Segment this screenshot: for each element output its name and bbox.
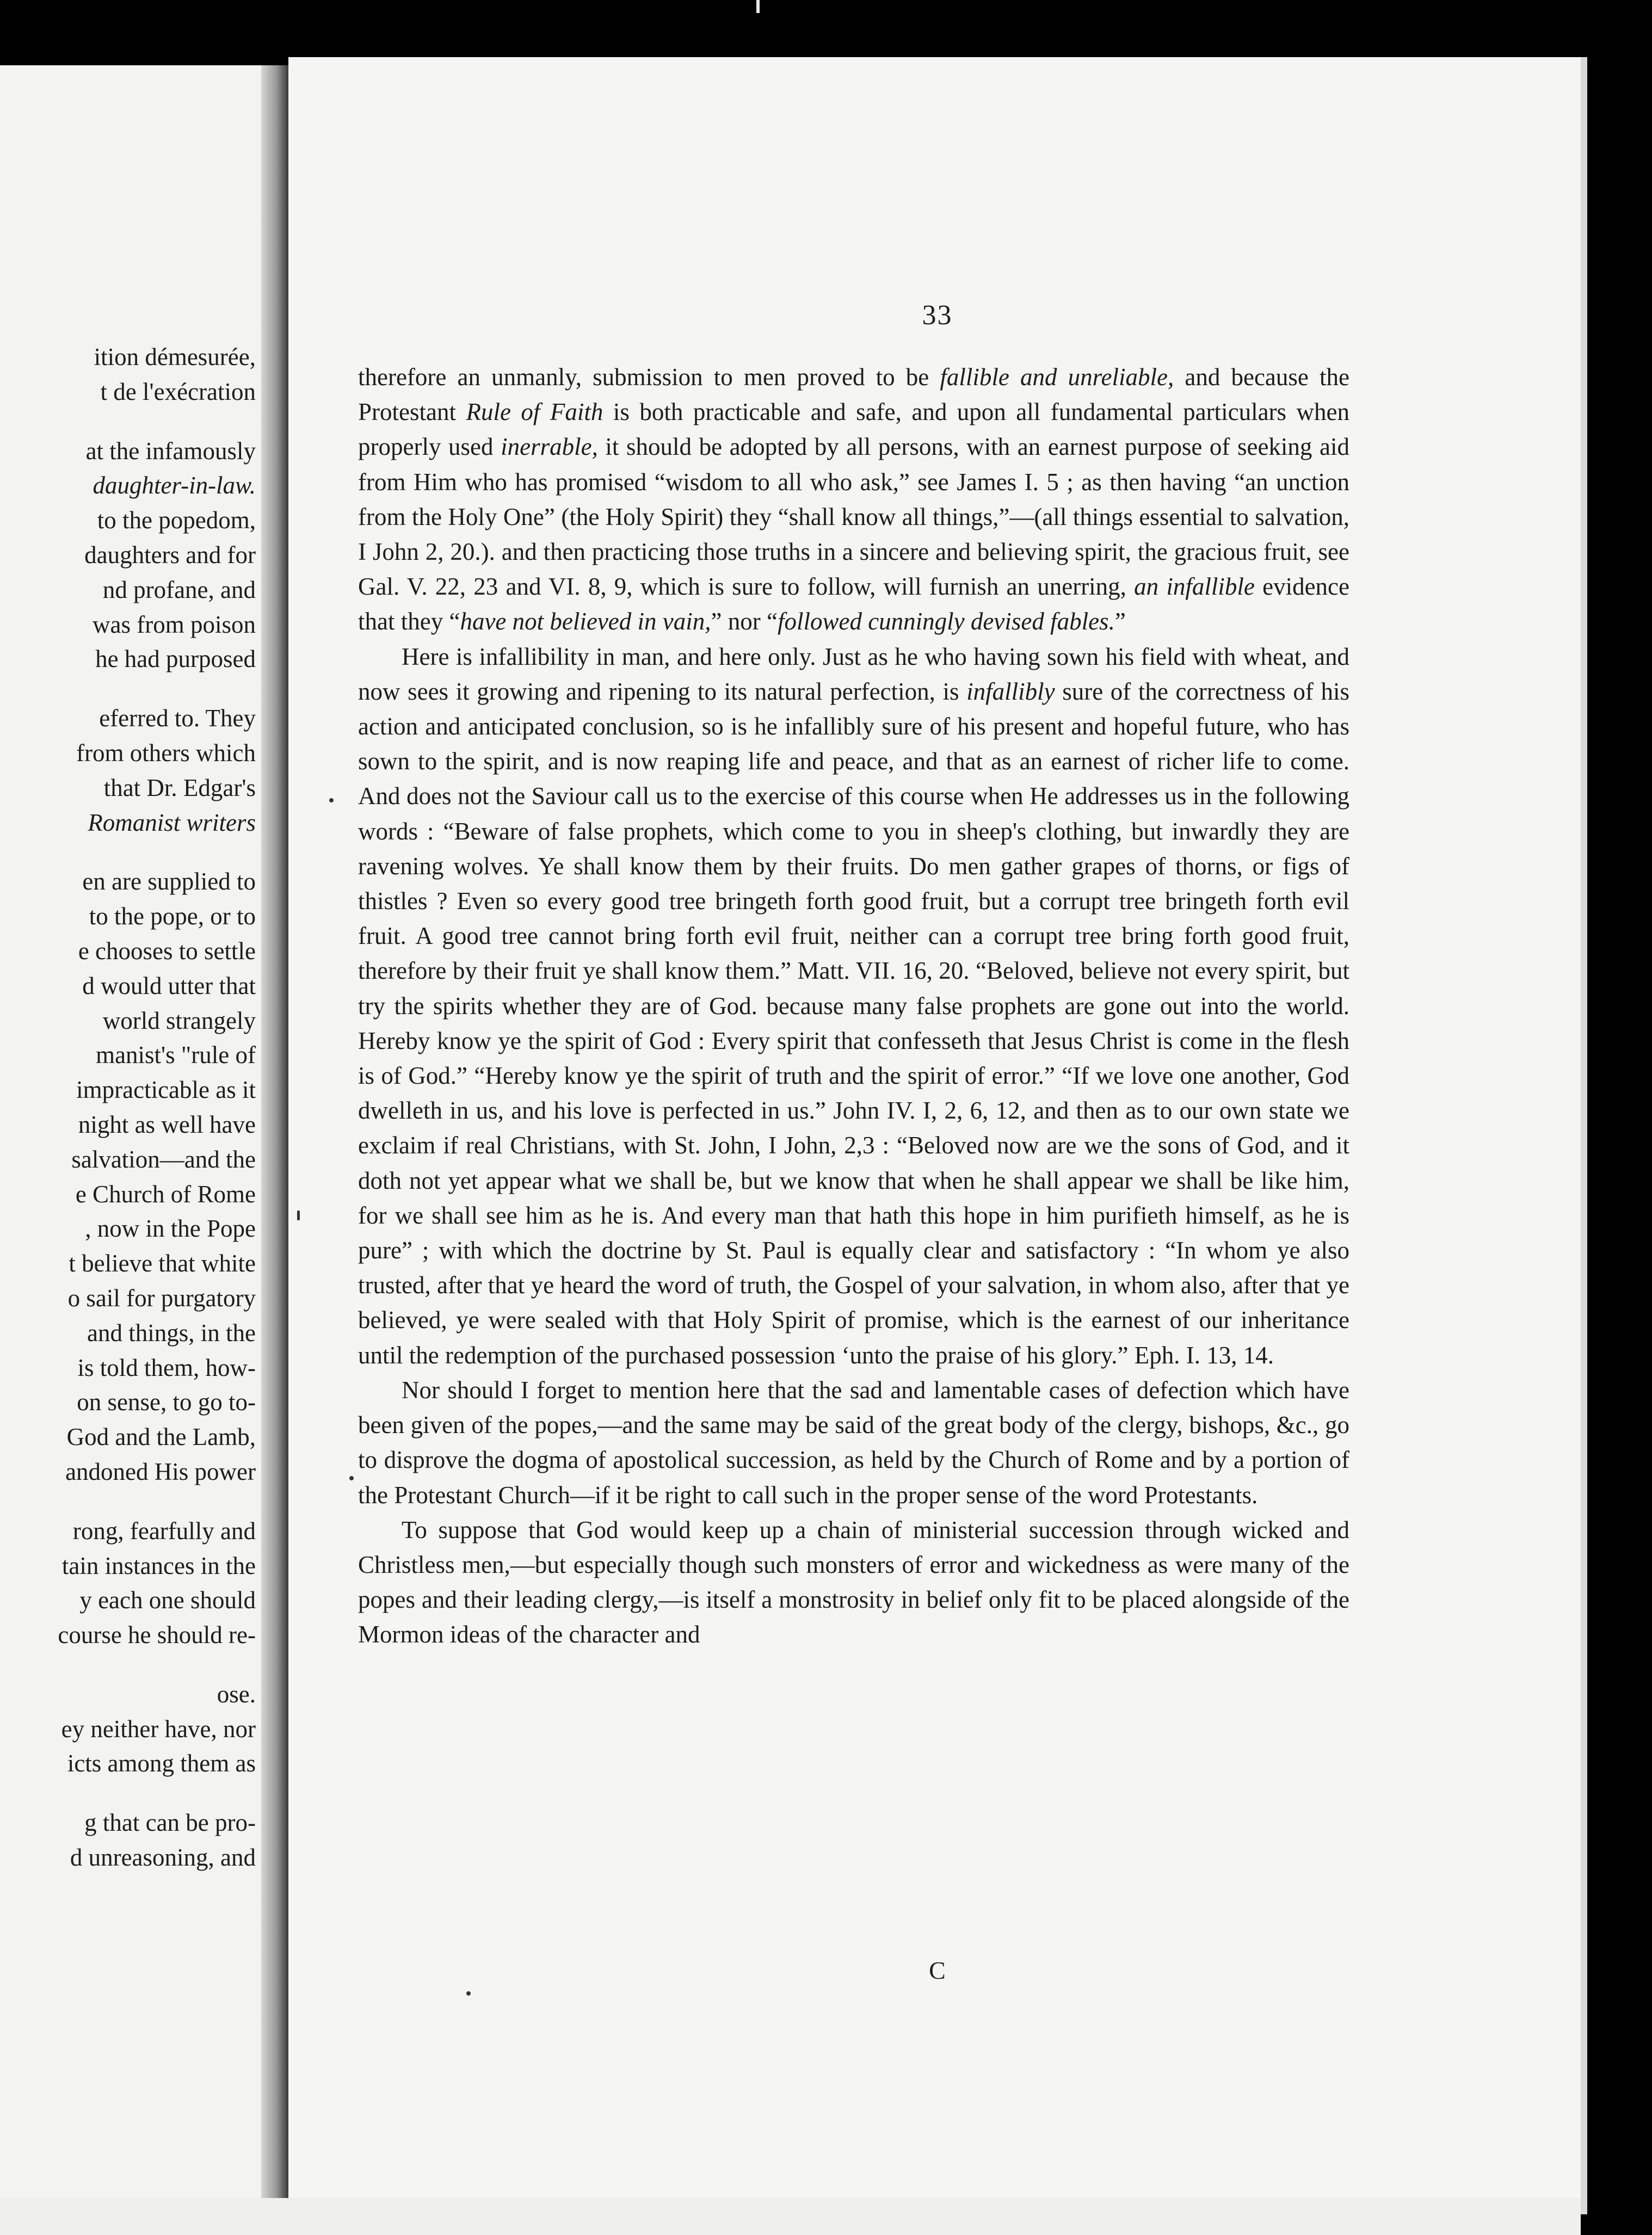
line-gap <box>0 677 256 701</box>
left-page-line: tain instances in the <box>61 1552 256 1579</box>
left-page-line: rong, fearfully and <box>72 1517 256 1545</box>
left-page-line: t believe that white <box>69 1250 256 1277</box>
left-page-line: o sail for purgatory <box>67 1284 256 1312</box>
left-page-line: on sense, to go to- <box>77 1388 256 1416</box>
left-page-line: e Church of Rome <box>75 1180 256 1208</box>
left-page-line: ey neither have, nor <box>61 1715 256 1743</box>
right-page <box>288 57 1586 2214</box>
book-gutter <box>261 65 288 2201</box>
paragraph-4: To suppose that God would keep up a chain of ministerial succession through wicked and Christless men,—but especially though such monsters of error and wickedness as were many of the popes and their leading clergy,—is itself a monstrosity in belief only fit to be placed alongside of the Mormon ideas of the character and <box>358 1516 1349 1649</box>
left-page-line: Romanist writers <box>88 808 256 836</box>
left-page-line: he had purposed <box>95 645 256 673</box>
body-text <box>358 360 1349 1652</box>
left-page-line: from others which <box>76 739 256 767</box>
left-page-line: impracticable as it <box>76 1076 256 1104</box>
left-page-line: nd profane, and <box>102 576 256 603</box>
left-page-text <box>0 340 256 1875</box>
left-page-line: to the popedom, <box>97 507 256 534</box>
left-page-line: d would utter that <box>82 972 256 999</box>
page-edge <box>1581 57 1587 2214</box>
left-page-line: was from poison <box>93 610 256 638</box>
left-page-line: andoned His power <box>65 1458 256 1485</box>
line-gap <box>0 840 256 865</box>
left-page-line: ose. <box>217 1680 256 1708</box>
page-below <box>0 2198 1581 2235</box>
left-page-line: e chooses to settle <box>78 937 256 965</box>
paragraph-1: therefore an unmanly, submission to men proved to be fallible and unreliable, and because the Protestant Rule of Faith is both practicable and safe, and upon all fundamental particulars when properly used inerrable, it should be adopted by all persons, with an earnest purpose of seeking aid from Him who has promised “wisdom to all who ask,” see James I. 5 ; as then having “an unction from the Holy One” (the Holy Spirit) they “shall know all things,”—(all things essential to salvation, I John 2, 20.). and then practicing those truths in a sincere and believing spirit, the gracious fruit, see Gal. V. 22, 23 and VI. 8, 9, which is sure to follow, will furnish an unerring, an infallible evidence that they “have not believed in vain,” nor “followed cunningly devised fables.” <box>358 363 1349 635</box>
line-gap <box>0 410 256 434</box>
line-gap <box>0 1781 256 1806</box>
margin-speck <box>466 1991 471 1996</box>
left-page-line: daughters and for <box>84 541 256 569</box>
margin-speck <box>329 798 334 802</box>
left-page-line: ition démesurée, <box>94 343 256 371</box>
left-page-line: night as well have <box>78 1110 256 1138</box>
left-page-line: salvation—and the <box>71 1145 256 1173</box>
left-page-line: and things, in the <box>87 1319 256 1347</box>
left-page-line: course he should re- <box>58 1621 256 1649</box>
left-page-line: en are supplied to <box>82 868 256 896</box>
left-page-line: daughter-in-law. <box>93 472 256 499</box>
left-page-line: t de l'exécration <box>100 378 256 405</box>
left-page-line: to the pope, or to <box>89 903 256 930</box>
left-page-line: manist's "rule of <box>96 1041 256 1069</box>
page-number: 33 <box>922 300 953 331</box>
left-page-line: y each one should <box>79 1586 256 1614</box>
signature-mark: C <box>929 1956 946 1984</box>
left-facing-page <box>0 65 261 2201</box>
left-page-line: world strangely <box>102 1007 256 1034</box>
paragraph-3: Nor should I forget to mention here that the sad and lamentable cases of defection which have been given of the popes,—and the same may be said of the great body of the clergy, bishops, &c., go to disprove the dogma of apostolical succession, as held by the Church of Rome and by a portion of the Protestant Church—if it be right to call such in the proper sense of the word Protestants. <box>358 1376 1349 1509</box>
line-gap <box>0 1490 256 1514</box>
margin-speck <box>297 1211 300 1220</box>
paragraph-2: Here is infallibility in man, and here only. Just as he who having sown his field with wheat, and now sees it growing and ripening to its natural perfection, is infallibly sure of the correctness of his action and anticipated conclusion, so is he infallibly sure of his present and hopeful future, who has sown to the spirit, and is now reaping life and peace, and that as an earnest of richer life to come. And does not the Saviour call us to the exercise of this course when He addresses us in the following words : “Beware of false prophets, which come to you in sheep's clothing, but inwardly they are ravening wolves. Ye shall know them by their fruits. Do men gather grapes of thorns, or figs of thistles ? Even so every good tree bringeth forth good fruit, but a corrupt tree bringeth forth evil fruit. A good tree cannot bring forth evil fruit, neither can a corrupt tree bring forth good fruit, therefore by their fruit ye shall know them.” Matt. VII. 16, 20. “Beloved, believe not every spirit, but try the spirits whether they are of God. because many false prophets are gone out into the world. Hereby know ye the spirit of God : Every spirit that confesseth that Jesus Christ is come in the flesh is of God.” “Hereby know ye the spirit of truth and the spirit of error.” “If we love one another, God dwelleth in us, and his love is perfected in us.” John IV. I, 2, 6, 12, and then as to our own state we exclaim if real Christians, with St. John, I John, 2,3 : “Beloved now are we the sons of God, and it doth not yet appear what we shall be, but we know that when he shall appear we shall be like him, for we shall see him as he is. And every man that hath this hope in him purifieth himself, as he is pure” ; with which the doctrine by St. Paul is equally clear and satisfactory : “In whom ye also trusted, after that ye heard the word of truth, the Gospel of your salvation, in whom also, after that ye believed, ye were sealed with that Holy Spirit of promise, which is the earnest of our inheritance until the redemption of the purchased possession ‘unto the praise of his glory.” Eph. I. 13, 14. <box>358 643 1350 1369</box>
left-page-line: eferred to. They <box>99 705 256 732</box>
left-page-line: that Dr. Edgar's <box>103 774 256 801</box>
left-page-line: at the infamously <box>85 437 256 465</box>
line-gap <box>0 1653 256 1677</box>
left-page-line: , now in the Pope <box>85 1215 256 1243</box>
left-page-line: icts among them as <box>67 1750 256 1777</box>
left-page-line: God and the Lamb, <box>66 1423 256 1451</box>
margin-speck <box>349 1476 354 1480</box>
left-page-line: g that can be pro- <box>84 1809 256 1837</box>
left-page-line: d unreasoning, and <box>70 1844 256 1872</box>
left-page-line: is told them, how- <box>77 1354 256 1381</box>
scan-mark <box>756 0 760 13</box>
